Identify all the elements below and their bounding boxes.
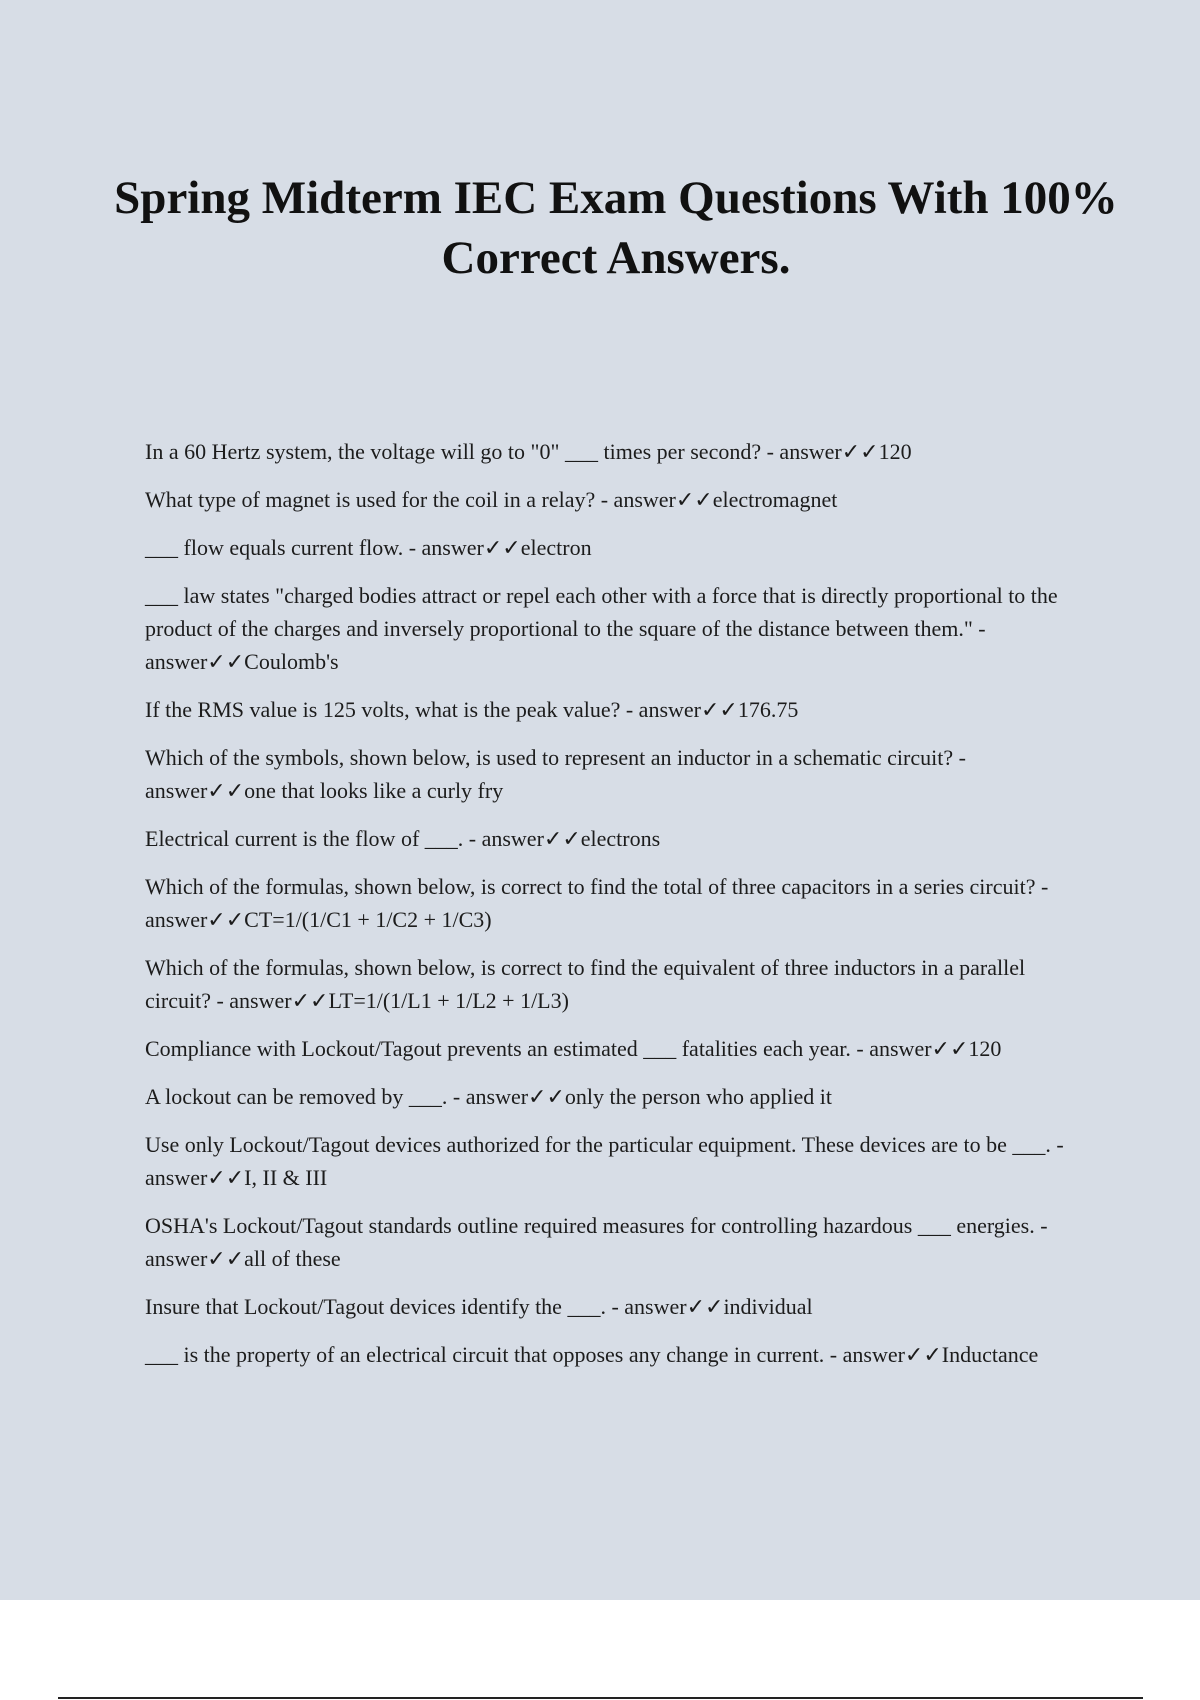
qa-item-13: OSHA's Lockout/Tagout standards outline required measures for controlling hazardous ___ energies. - answer✓✓all of these [145, 1213, 1048, 1271]
qa-item-8: Which of the formulas, shown below, is correct to find the total of three capacitors in a series circuit? - answer✓✓CT=1/(1/C1 + 1/C2 + 1/C3) [145, 874, 1049, 932]
qa-item-2: What type of magnet is used for the coil in a relay? - answer✓✓electromagnet [145, 487, 838, 512]
qa-item-10: Compliance with Lockout/Tagout prevents an estimated ___ fatalities each year. - answer✓✓120 [145, 1036, 1002, 1061]
qa-item-5: If the RMS value is 125 volts, what is the peak value? - answer✓✓176.75 [145, 697, 799, 722]
qa-item-15: ___ is the property of an electrical circuit that opposes any change in current. - answer✓✓Inductance [145, 1342, 1039, 1367]
qa-item-6: Which of the symbols, shown below, is used to represent an inductor in a schematic circuit? - answer✓✓one that looks like a curly fry [145, 745, 966, 803]
page-bottom-rule [58, 1697, 1143, 1699]
qa-item-3: ___ flow equals current flow. - answer✓✓electron [145, 535, 592, 560]
qa-item-14: Insure that Lockout/Tagout devices identify the ___. - answer✓✓individual [145, 1294, 813, 1319]
qa-item-4: ___ law states "charged bodies attract or repel each other with a force that is directly proportional to the product of the charges and inversely proportional to the square of the distance between them." - answer✓✓Coulomb's [145, 583, 1058, 674]
qa-item-1: In a 60 Hertz system, the voltage will go to "0" ___ times per second? - answer✓✓120 [145, 439, 912, 464]
qa-item-12: Use only Lockout/Tagout devices authorized for the particular equipment. These devices are to be ___. - answer✓✓I, II & III [145, 1132, 1064, 1190]
qa-item-7: Electrical current is the flow of ___. - answer✓✓electrons [145, 826, 661, 851]
question-answer-list [145, 435, 1095, 1386]
qa-item-11: A lockout can be removed by ___. - answer✓✓only the person who applied it [145, 1084, 832, 1109]
document-title: Spring Midterm IEC Exam Questions With 100% Correct Answers. [114, 172, 1118, 284]
qa-item-9: Which of the formulas, shown below, is correct to find the equivalent of three inductors in a parallel circuit? - answer✓✓LT=1/(1/L1 + 1/L2 + 1/L3) [145, 955, 1026, 1013]
